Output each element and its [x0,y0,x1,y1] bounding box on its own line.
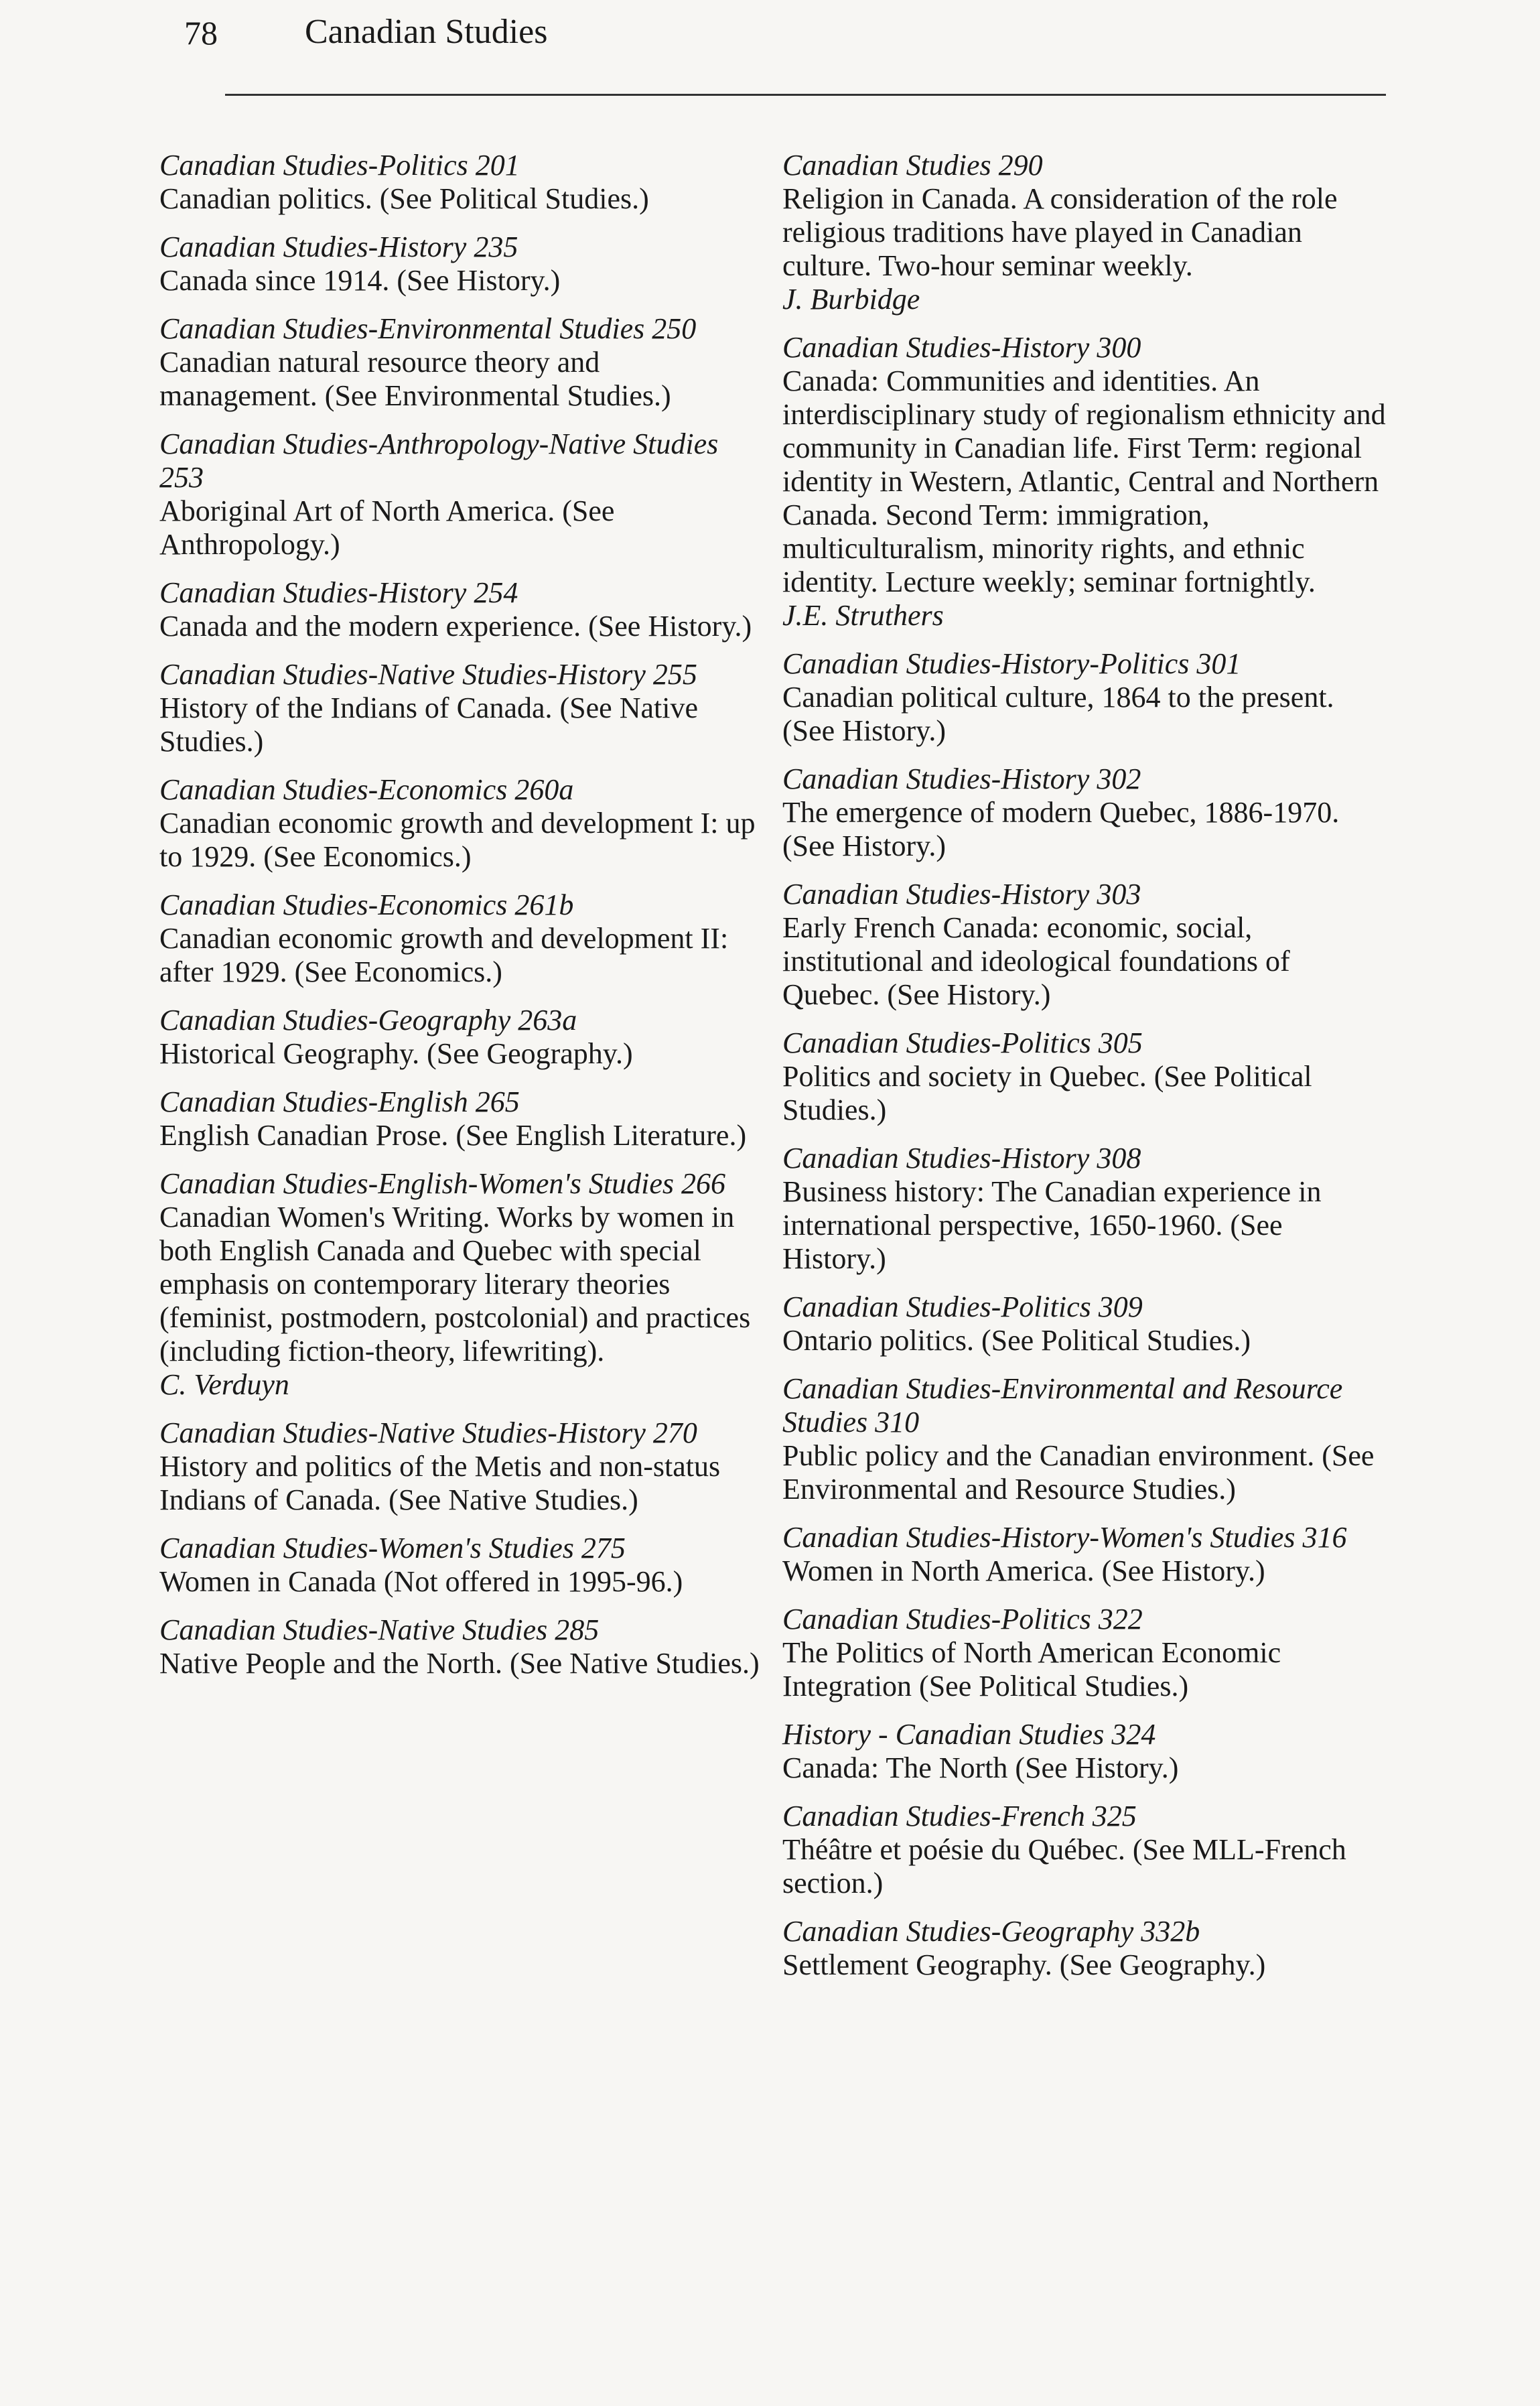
course-title: Canadian Studies-History 254 [159,576,518,609]
course-description: English Canadian Prose. (See English Literature.) [159,1119,747,1152]
course-entry [159,312,762,413]
course-title: Canadian Studies-History 235 [159,230,518,263]
course-description: Native People and the North. (See Native Studies.) [159,1647,760,1680]
course-entry [159,658,762,758]
course-title: Canadian Studies-History 302 [782,762,1141,795]
course-entry [782,1142,1389,1276]
course-entry [159,1004,762,1071]
course-entry [159,427,762,561]
course-entry [782,878,1389,1012]
course-title: Canadian Studies-Geography 332b [782,1915,1200,1948]
course-title: Canadian Studies-Women's Studies 275 [159,1532,626,1564]
course-entry [782,149,1389,316]
course-title: Canadian Studies-Politics 309 [782,1290,1143,1323]
right-column [782,149,1389,1997]
course-description: Théâtre et poésie du Québec. (See MLL-French section.) [782,1833,1346,1899]
course-description: Aboriginal Art of North America. (See Anthropology.) [159,494,615,561]
course-description: Religion in Canada. A consideration of the role religious traditions have played in Canadian culture. Two-hour seminar weekly. [782,182,1338,282]
course-title: Canadian Studies-Native Studies 285 [159,1613,600,1646]
course-title: Canadian Studies-Economics 261b [159,888,574,921]
course-title: Canadian Studies-Politics 305 [782,1026,1143,1059]
course-description: Canadian natural resource theory and management. (See Environmental Studies.) [159,346,671,412]
course-entry [782,647,1389,748]
course-entry [159,1532,762,1599]
course-title: Canadian Studies-French 325 [782,1800,1137,1832]
course-entry [782,1800,1389,1900]
course-description: Canadian economic growth and development I: up to 1929. (See Economics.) [159,807,756,873]
course-title: Canadian Studies-History 303 [782,878,1141,911]
course-description: Canadian Women's Writing. Works by women in both English Canada and Quebec with special emphasis on contemporary literary theories (feminist, postmodern, postcolonial) and practices (including fiction-theory, lifewriting). [159,1201,751,1367]
course-title: Canadian Studies-Economics 260a [159,773,574,806]
course-description: Early French Canada: economic, social, institutional and ideological foundations of Quebec. (See History.) [782,911,1290,1011]
course-description: Women in Canada (Not offered in 1995-96.) [159,1565,683,1598]
course-title: Canadian Studies-Native Studies-History 270 [159,1416,697,1449]
course-title: Canadian Studies-Anthropology-Native Studies 253 [159,427,719,494]
course-entry [782,1521,1389,1588]
course-entry [782,1603,1389,1703]
course-title: Canadian Studies-English-Women's Studies 266 [159,1167,725,1200]
course-entry [782,1718,1389,1785]
course-description: The emergence of modern Quebec, 1886-1970. (See History.) [782,796,1340,862]
course-description: Settlement Geography. (See Geography.) [782,1948,1266,1981]
course-entry [159,1416,762,1517]
course-entry [782,331,1389,632]
course-entry [782,1372,1389,1506]
course-title: Canadian Studies-English 265 [159,1085,520,1118]
course-entry [782,1026,1389,1127]
course-description: Canadian economic growth and development II: after 1929. (See Economics.) [159,922,729,988]
course-entry [159,1085,762,1152]
course-title: Canadian Studies-Politics 201 [159,149,520,182]
course-description: Canada and the modern experience. (See History.) [159,610,752,643]
course-entry [159,888,762,989]
course-description: History and politics of the Metis and non-status Indians of Canada. (See Native Studies.) [159,1450,721,1516]
course-entry [159,149,762,216]
course-description: Politics and society in Quebec. (See Political Studies.) [782,1060,1312,1126]
course-title: Canadian Studies-Politics 322 [782,1603,1143,1635]
course-entry [159,1167,762,1402]
course-description: Ontario politics. (See Political Studies.) [782,1324,1251,1357]
course-description: Canada since 1914. (See History.) [159,264,561,297]
running-title: Canadian Studies [305,13,548,51]
course-description: Canada: The North (See History.) [782,1751,1179,1784]
course-description: Canadian politics. (See Political Studies.) [159,182,649,215]
course-description: History of the Indians of Canada. (See Native Studies.) [159,691,698,758]
course-instructor: J.E. Struthers [782,599,944,632]
course-title: Canadian Studies-History 300 [782,331,1141,364]
page-number: 78 [184,14,218,52]
course-description: Canada: Communities and identities. An interdisciplinary study of regionalism ethnicity and community in Canadian life. First Term: regional identity in Western, Atlantic, Central and Northern Canada. Second Term: immigration, multiculturalism, minority rights, and ethnic identity. Lecture weekly; seminar fortnightly. [782,364,1386,598]
course-entry [782,1290,1389,1357]
course-title: Canadian Studies-Native Studies-History 255 [159,658,697,691]
course-entry [159,230,762,297]
course-description: Women in North America. (See History.) [782,1554,1265,1587]
course-description: Public policy and the Canadian environment. (See Environmental and Resource Studies.) [782,1439,1375,1506]
course-entry [782,1915,1389,1982]
course-description: Business history: The Canadian experience in international perspective, 1650-1960. (See History.) [782,1175,1322,1275]
course-entry [159,1613,762,1680]
course-description: The Politics of North American Economic Integration (See Political Studies.) [782,1636,1281,1702]
header-rule [225,94,1386,96]
left-column [159,149,762,1695]
course-title: Canadian Studies-History-Women's Studies 316 [782,1521,1347,1554]
course-title: Canadian Studies 290 [782,149,1043,182]
course-title: Canadian Studies-History-Politics 301 [782,647,1241,680]
course-entry [159,576,762,643]
course-title: Canadian Studies-Environmental and Resource Studies 310 [782,1372,1343,1439]
course-entry [159,773,762,874]
course-description: Historical Geography. (See Geography.) [159,1037,633,1070]
course-entry [782,762,1389,863]
course-instructor: C. Verduyn [159,1368,289,1401]
course-title: History - Canadian Studies 324 [782,1718,1156,1751]
course-title: Canadian Studies-History 308 [782,1142,1141,1175]
course-title: Canadian Studies-Geography 263a [159,1004,577,1037]
course-title: Canadian Studies-Environmental Studies 250 [159,312,697,345]
course-instructor: J. Burbidge [782,283,920,316]
course-description: Canadian political culture, 1864 to the present. (See History.) [782,681,1334,747]
